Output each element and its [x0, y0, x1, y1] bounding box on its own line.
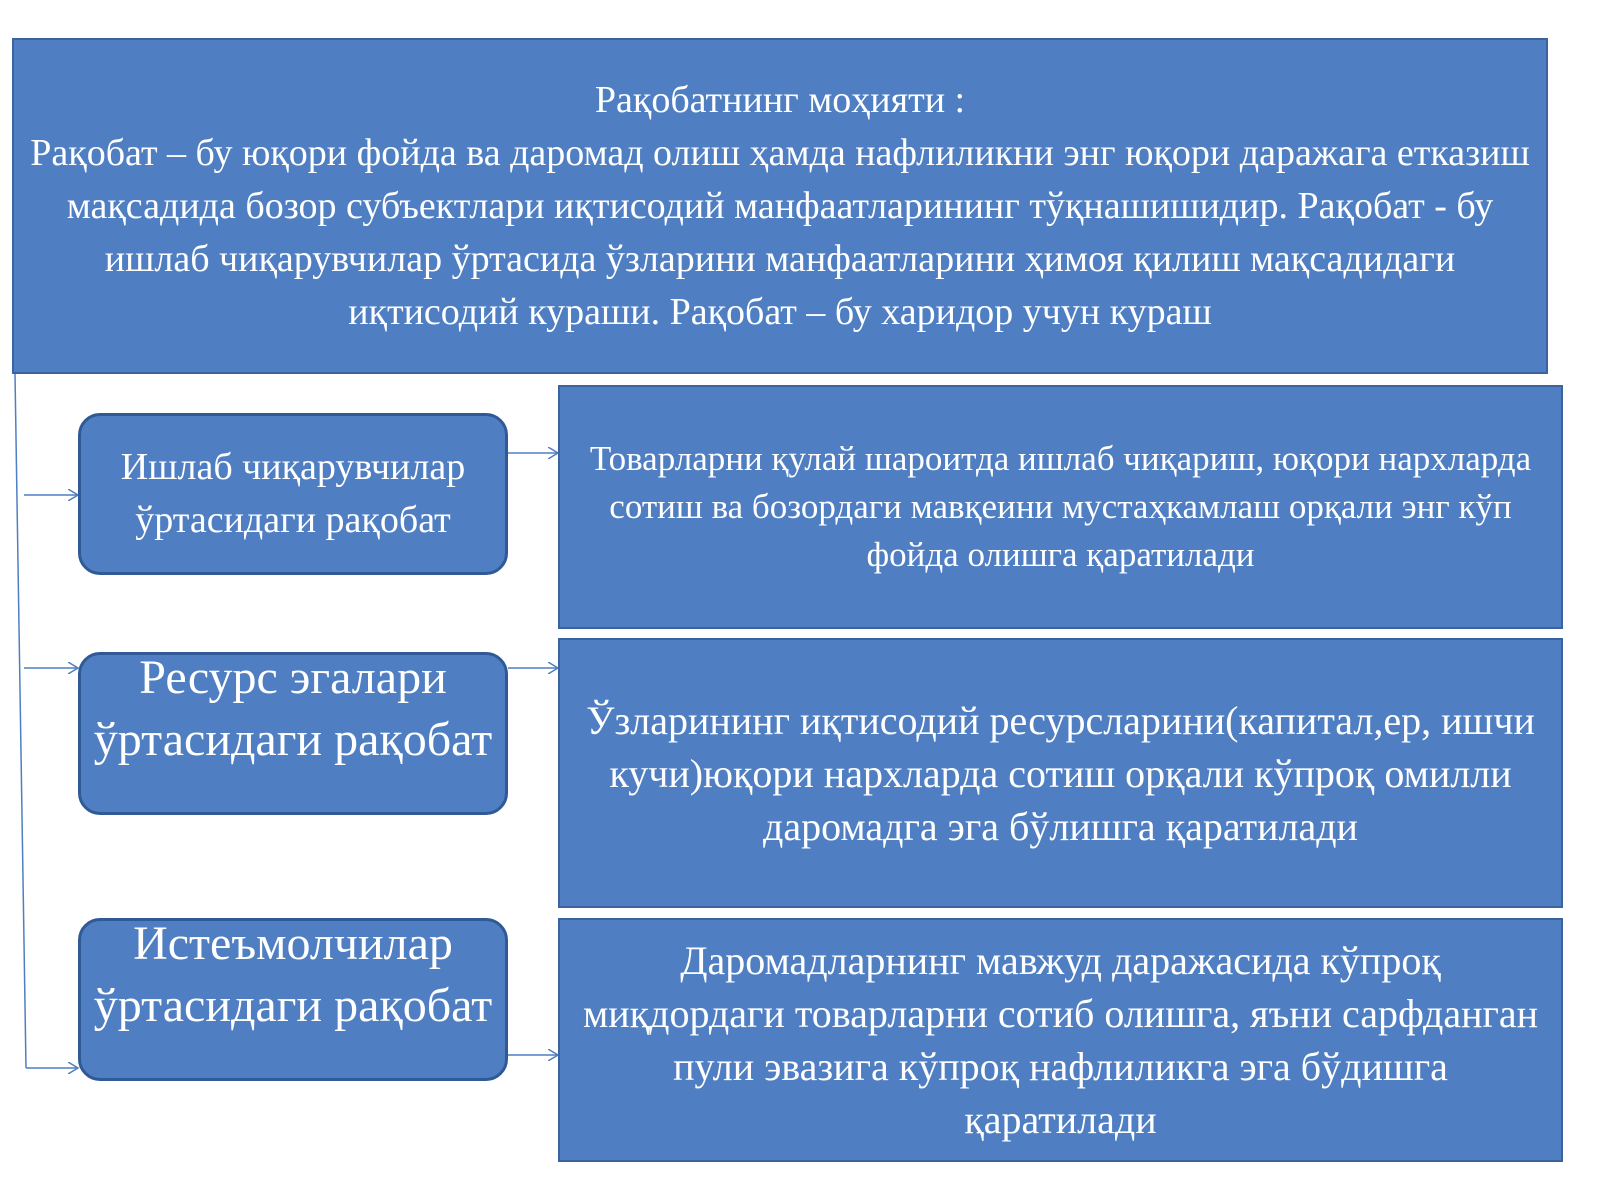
category-consumers	[78, 918, 508, 1081]
description-text: Даромадларнинг мавжуд даражасида кўпроқ миқдордаги товарларни сотиб олишга, яъни сарфданган пули эвазига кўпроқ нафлиликга эга бўдишга қаратилади	[582, 938, 1539, 1142]
trunk-line	[15, 374, 26, 1068]
category-resource-owners	[78, 652, 508, 815]
definition-text: Рақобат – бу юқори фойда ва даромад олиш ҳамда нафлиликни энг юқори даражага етказиш мақсадида бозор субъектлари иқтисодий манфаатларининг тўқнашишидир. Рақобат - бу ишлаб чиқарувчилар ўртасида ўзларини манфаатларини ҳимоя қилиш мақсадидаги иқтисодий кураши. Рақобат – бу харидор учун кураш	[30, 131, 1530, 333]
category-producers	[78, 413, 508, 575]
description-text: Товарларни қулай шароитда ишлаб чиқариш, юқори нархларда сотиш ва бозордаги мавқеини мустаҳкамлаш орқали энг кўп фойда олишга қаратилади	[589, 439, 1532, 574]
description-consumers	[558, 918, 1563, 1162]
description-resource-owners	[558, 638, 1563, 908]
category-label: Истеъмолчилар ўртасидаги рақобат	[93, 918, 493, 1032]
description-producers	[558, 385, 1563, 629]
definition-title: Рақобатнинг моҳияти :	[594, 78, 966, 121]
category-label: Ишлаб чиқарувчилар ўртасидаги рақобат	[120, 446, 466, 541]
category-label: Ресурс эгалари ўртасидаги рақобат	[93, 652, 493, 766]
description-text: Ўзларининг иқтисодий ресурсларини(капитал,ер, ишчи кучи)юқори нархларда сотиш орқали кўпроқ омилли даромадга эга бўлишга қаратилади	[586, 697, 1535, 849]
definition-box	[12, 38, 1548, 374]
